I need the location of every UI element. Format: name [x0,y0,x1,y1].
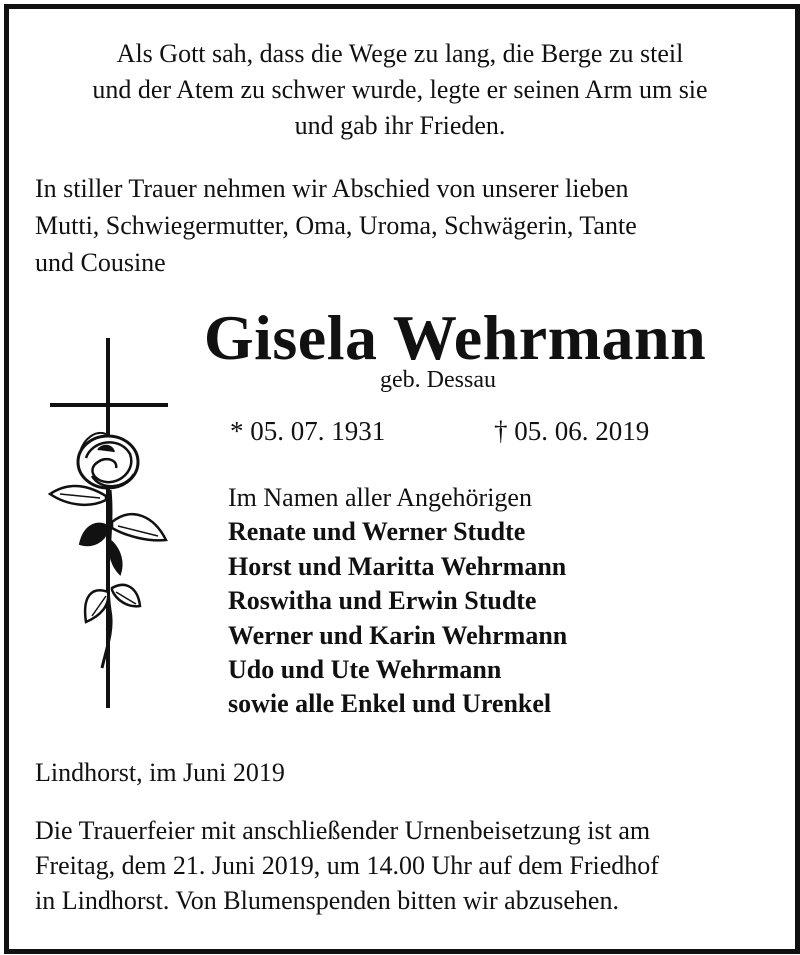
poem-line: Als Gott sah, dass die Wege zu lang, die Berge zu steil [116,39,684,68]
poem [30,36,770,144]
mourners-heading: Im Namen aller Angehörigen [228,483,532,512]
mourner-line: Roswitha und Erwin Studte [228,586,537,616]
cross-with-rose-icon [40,330,180,710]
funeral-line: Freitag, dem 21. Juni 2019, um 14.00 Uhr auf dem Friedhof [35,851,659,880]
poem-line: und der Atem zu schwer wurde, legte er seinen Arm um sie [92,75,708,104]
mourners-list [228,481,567,722]
maiden-name: geb. Dessau [380,367,496,393]
funeral-line: in Lindhorst. Von Blumenspenden bitten wir abzusehen. [35,886,619,915]
mourner-line: Horst und Maritta Wehrmann [228,551,567,581]
funeral-notice [35,813,765,918]
mourner-line: Udo und Ute Wehrmann [228,655,502,685]
mourner-line: Renate und Werner Studte [228,517,526,547]
intro-line: Mutti, Schwiegermutter, Oma, Uroma, Schwägerin, Tante [35,211,637,240]
mourner-line: sowie alle Enkel und Urenkel [228,689,552,719]
birth-date: * 05. 07. 1931 [230,416,386,446]
poem-line: und gab ihr Frieden. [294,111,506,140]
deceased-name: Gisela Wehrmann [203,302,707,373]
mourner-line: Werner und Karin Wehrmann [228,620,568,650]
intro-text [35,170,765,281]
intro-line: und Cousine [35,248,166,277]
death-date: † 05. 06. 2019 [494,416,650,446]
place-date: Lindhorst, im Juni 2019 [35,758,285,787]
intro-line: In stiller Trauer nehmen wir Abschied von unserer lieben [35,174,629,203]
funeral-line: Die Trauerfeier mit anschließender Urnenbeisetzung ist am [35,816,651,845]
